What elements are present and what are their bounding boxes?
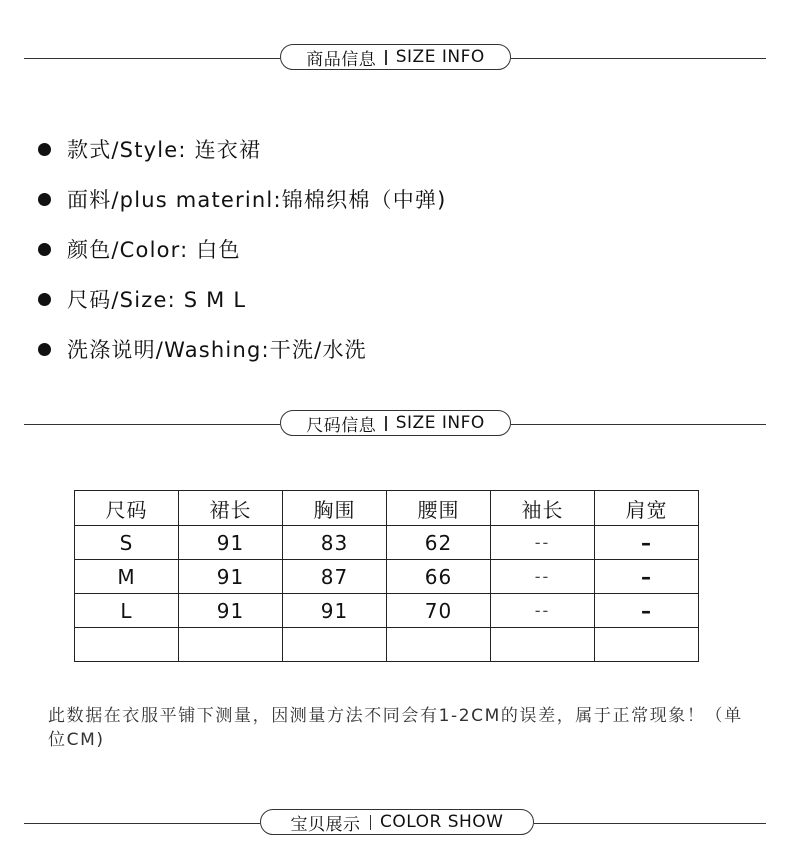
divider-line bbox=[511, 58, 766, 59]
table-cell: -- bbox=[491, 560, 595, 594]
spec-text: 颜色/Color: 白色 bbox=[67, 238, 241, 262]
section-header-product-info bbox=[0, 44, 790, 74]
divider-line bbox=[24, 823, 260, 824]
bullet-icon bbox=[38, 143, 51, 156]
spec-item-style bbox=[38, 124, 758, 174]
spec-item-size bbox=[38, 274, 758, 324]
size-table bbox=[74, 490, 699, 662]
table-cell: M bbox=[75, 560, 179, 594]
spec-item-material bbox=[38, 174, 758, 224]
bullet-icon bbox=[38, 193, 51, 206]
table-cell: 91 bbox=[179, 594, 283, 628]
table-cell bbox=[491, 628, 595, 662]
table-cell: – bbox=[595, 560, 699, 594]
section-header-color-show bbox=[0, 809, 790, 839]
spec-item-color bbox=[38, 224, 758, 274]
table-row bbox=[75, 526, 699, 560]
section-header-size-info bbox=[0, 410, 790, 440]
divider-line bbox=[534, 823, 766, 824]
table-cell: – bbox=[595, 526, 699, 560]
section-title-cn: 商品信息 bbox=[306, 49, 377, 70]
section-title-cn: 宝贝展示 bbox=[290, 814, 361, 835]
table-cell: 91 bbox=[179, 526, 283, 560]
table-row bbox=[75, 594, 699, 628]
table-row bbox=[75, 628, 699, 662]
table-row bbox=[75, 560, 699, 594]
table-cell: 83 bbox=[283, 526, 387, 560]
divider-line bbox=[24, 58, 280, 59]
section-title-cn: 尺码信息 bbox=[306, 415, 377, 436]
column-header: 腰围 bbox=[387, 491, 491, 526]
separator bbox=[385, 50, 387, 65]
section-title-pill bbox=[280, 44, 511, 70]
table-cell: 70 bbox=[387, 594, 491, 628]
table-cell: 62 bbox=[387, 526, 491, 560]
table-cell: 66 bbox=[387, 560, 491, 594]
separator bbox=[370, 815, 372, 830]
measurement-note: 此数据在衣服平铺下测量，因测量方法不同会有1-2CM的误差，属于正常现象！（单位CM) bbox=[48, 706, 743, 750]
table-cell bbox=[595, 628, 699, 662]
section-title-pill bbox=[280, 410, 511, 436]
spec-text: 洗涤说明/Washing:干洗/水洗 bbox=[67, 338, 367, 362]
table-cell: L bbox=[75, 594, 179, 628]
bullet-icon bbox=[38, 343, 51, 356]
table-cell: 87 bbox=[283, 560, 387, 594]
table-cell bbox=[283, 628, 387, 662]
table-cell: 91 bbox=[179, 560, 283, 594]
column-header: 裙长 bbox=[179, 491, 283, 526]
column-header: 袖长 bbox=[491, 491, 595, 526]
table-cell bbox=[179, 628, 283, 662]
table-cell bbox=[387, 628, 491, 662]
divider-line bbox=[511, 424, 766, 425]
table-cell: -- bbox=[491, 594, 595, 628]
column-header: 胸围 bbox=[283, 491, 387, 526]
table-cell: -- bbox=[491, 526, 595, 560]
table-cell: 91 bbox=[283, 594, 387, 628]
product-specs-list bbox=[38, 124, 758, 374]
spec-text: 款式/Style: 连衣裙 bbox=[67, 138, 262, 162]
table-cell: S bbox=[75, 526, 179, 560]
spec-item-washing bbox=[38, 324, 758, 374]
column-header: 肩宽 bbox=[595, 491, 699, 526]
spec-text: 面料/plus materinl:锦棉织棉（中弹) bbox=[67, 188, 447, 212]
divider-line bbox=[24, 424, 280, 425]
section-title-en: COLOR SHOW bbox=[380, 812, 504, 832]
section-title-pill bbox=[260, 809, 534, 835]
table-cell bbox=[75, 628, 179, 662]
spec-text: 尺码/Size: S M L bbox=[67, 288, 247, 312]
bullet-icon bbox=[38, 243, 51, 256]
section-title-en: SIZE INFO bbox=[395, 413, 485, 433]
bullet-icon bbox=[38, 293, 51, 306]
table-header-row bbox=[75, 491, 699, 526]
section-title-en: SIZE INFO bbox=[395, 47, 485, 67]
table-cell: – bbox=[595, 594, 699, 628]
separator bbox=[385, 416, 387, 431]
column-header: 尺码 bbox=[75, 491, 179, 526]
